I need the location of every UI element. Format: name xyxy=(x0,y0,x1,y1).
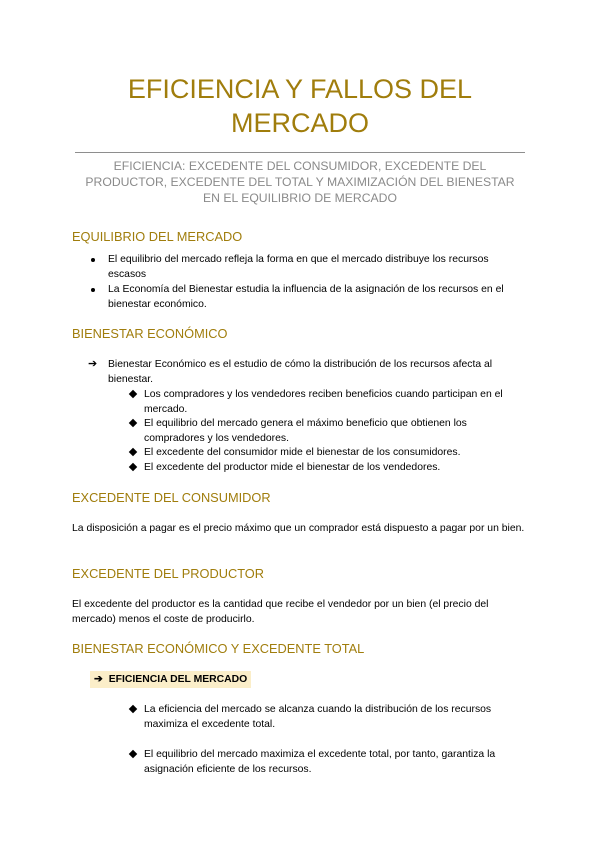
section-heading-total: BIENESTAR ECONÓMICO Y EXCEDENTE TOTAL xyxy=(72,641,365,656)
list-item xyxy=(88,252,528,282)
section-heading-bienestar: BIENESTAR ECONÓMICO xyxy=(72,326,228,341)
sub-list-item xyxy=(128,416,528,446)
section-heading-productor: EXCEDENTE DEL PRODUCTOR xyxy=(72,566,264,581)
paragraph-productor: El excedente del productor es la cantidad que recibe el vendedor por un bien (el precio del mercado) menos el coste de producirlo. xyxy=(72,599,489,625)
document-subtitle: EFICIENCIA: EXCEDENTE DEL CONSUMIDOR, EXCEDENTE DEL PRODUCTOR, EXCEDENTE DEL TOTAL Y MAXIMIZACIÓN DEL BIENESTAR EN EL EQUILIBRIO DE MERCADO xyxy=(85,159,515,205)
list-item-text: La Economía del Bienestar estudia la influencia de la asignación de los recursos en el bienestar económico. xyxy=(108,284,504,310)
arrow-list-item xyxy=(88,357,528,387)
list-item-text: El excedente del consumidor mide el bienestar de los consumidores. xyxy=(144,447,461,458)
list-item-text: El equilibrio del mercado maximiza el excedente total, por tanto, garantiza la asignación eficiente de los recursos. xyxy=(144,749,496,775)
highlighted-label xyxy=(90,671,251,688)
paragraph-consumidor: La disposición a pagar es el precio máximo que un comprador está dispuesto a pagar por un bien. xyxy=(72,523,525,534)
diamond-icon xyxy=(129,463,137,471)
document-title: EFICIENCIA Y FALLOS DEL MERCADO xyxy=(127,74,473,138)
highlighted-label-text: EFICIENCIA DEL MERCADO xyxy=(108,674,248,685)
title-divider xyxy=(75,152,525,153)
sub-list-item xyxy=(128,702,528,732)
list-item-text: Bienestar Económico es el estudio de cómo la distribución de los recursos afecta al bienestar. xyxy=(108,359,493,385)
bullet-dot-icon xyxy=(91,288,95,292)
list-item-text: La eficiencia del mercado se alcanza cuando la distribución de los recursos maximiza el excedente total. xyxy=(144,704,492,730)
diamond-icon xyxy=(129,705,137,713)
sub-list-item xyxy=(128,387,528,417)
bullet-dot-icon xyxy=(91,258,95,262)
list-item-text: Los compradores y los vendedores reciben beneficios cuando participan en el mercado. xyxy=(144,389,503,415)
arrow-right-icon: ➔ xyxy=(88,358,98,370)
diamond-icon xyxy=(129,390,137,398)
section-heading-equilibrio: EQUILIBRIO DEL MERCADO xyxy=(72,229,243,244)
section-heading-consumidor: EXCEDENTE DEL CONSUMIDOR xyxy=(72,490,271,505)
sub-list-item xyxy=(128,747,528,777)
list-item-text: El equilibrio del mercado genera el máximo beneficio que obtienen los compradores y los vendedores. xyxy=(144,418,467,444)
arrow-right-icon: ➔ xyxy=(94,674,103,685)
diamond-icon xyxy=(129,448,137,456)
list-item-text: El equilibrio del mercado refleja la forma en que el mercado distribuye los recursos escasos xyxy=(108,254,489,280)
diamond-icon xyxy=(129,750,137,758)
list-item xyxy=(88,282,528,312)
sub-list-item xyxy=(128,460,528,475)
diamond-icon xyxy=(129,419,137,427)
list-item-text: El excedente del productor mide el bienestar de los vendedores. xyxy=(144,462,441,473)
sub-list-item xyxy=(128,445,528,460)
